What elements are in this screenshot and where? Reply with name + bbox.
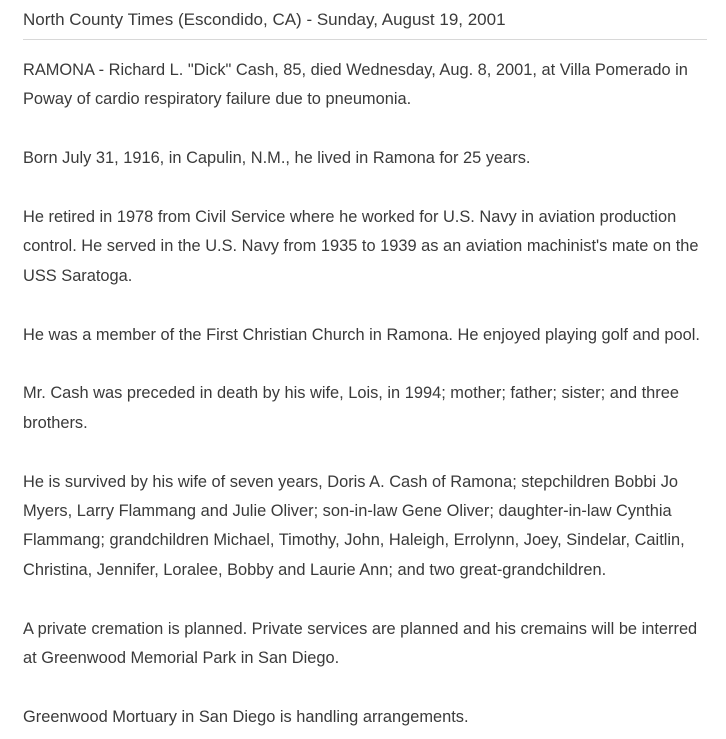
- paragraph-church: He was a member of the First Christian Church in Ramona. He enjoyed playing golf and pool.: [23, 325, 700, 344]
- paragraph-career: He retired in 1978 from Civil Service where he worked for U.S. Navy in aviation production control. He served in the U.S. Navy from 1935 to 1939 as an aviation machinist's mate on the USS Saratoga.: [23, 208, 699, 285]
- paragraph-death-notice: RAMONA - Richard L. "Dick" Cash, 85, died Wednesday, Aug. 8, 2001, at Villa Pomerado in Poway of cardio respiratory failure due to pneumonia.: [23, 61, 688, 109]
- paragraph-survivors: He is survived by his wife of seven years, Doris A. Cash of Ramona; stepchildren Bobbi Jo Myers, Larry Flammang and Julie Oliver; son-in-law Gene Oliver; daughter-in-law Cynthia Flammang; grandchildren Michael, Timothy, John, Haleigh, Errolynn, Joey, Sindelar, Caitlin, Christina, Jennifer, Loralee, Bobby and Laurie Ann; and two great-grandchildren.: [23, 472, 685, 579]
- paragraph-arrangements: Greenwood Mortuary in San Diego is handling arrangements.: [23, 707, 469, 726]
- source-header: North County Times (Escondido, CA) - Sunday, August 19, 2001: [23, 8, 707, 40]
- paragraph-birth: Born July 31, 1916, in Capulin, N.M., he lived in Ramona for 25 years.: [23, 149, 531, 168]
- obituary-body: [23, 56, 707, 732]
- paragraph-preceded: Mr. Cash was preceded in death by his wife, Lois, in 1994; mother; father; sister; and three brothers.: [23, 384, 679, 432]
- paragraph-services: A private cremation is planned. Private services are planned and his cremains will be interred at Greenwood Memorial Park in San Diego.: [23, 619, 698, 668]
